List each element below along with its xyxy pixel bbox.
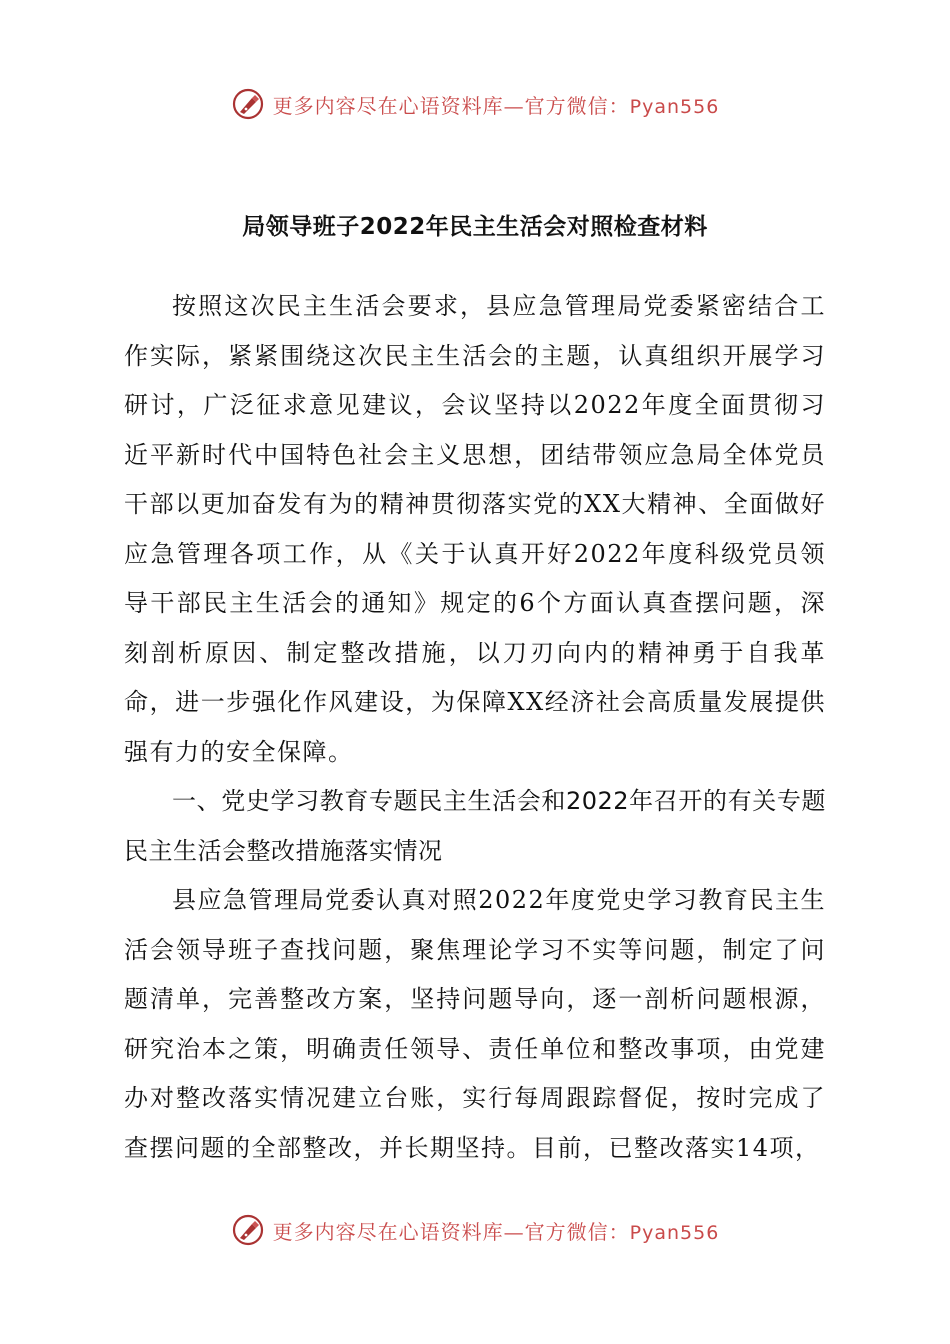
footer-watermark	[0, 1208, 950, 1252]
document-title: 局领导班子2022年民主生活会对照检查材料	[242, 214, 708, 240]
pen-nib-logo-icon	[231, 87, 265, 121]
watermark-text	[273, 1216, 720, 1245]
body-paragraph: 按照这次民主生活会要求，县应急管理局党委紧密结合工作实际，紧紧围绕这次民主生活会的主题，认真组织开展学习研讨，广泛征求意见建议，会议坚持以2022年度全面贯彻习近平新时代中国特色社会主义思想，团结带领应急局全体党员干部以更加奋发有为的精神贯彻落实党的XX大精神、全面做好应急管理各项工作，从《关于认真开好2022年度科级党员领导干部民主生活会的通知》规定的6个方面认真查摆问题，深刻剖析原因、制定整改措施，以刀刃向内的精神勇于自我革命，进一步强化作风建设，为保障XX经济社会高质量发展提供强有力的安全保障。	[124, 292, 826, 766]
document-body	[124, 282, 826, 1173]
watermark-text	[273, 90, 720, 119]
body-paragraph: 县应急管理局党委认真对照2022年度党史学习教育民主生活会领导班子查找问题，聚焦理论学习不实等问题，制定了问题清单，完善整改方案，坚持问题导向，逐一剖析问题根源，研究治本之策，明确责任领导、责任单位和整改事项，由党建办对整改落实情况建立台账，实行每周跟踪督促，按时完成了查摆问题的全部整改，并长期坚持。目前，已整改落实14项，	[124, 886, 826, 1162]
watermark-text-cn: 更多内容尽在心语资料库—官方微信：	[272, 1219, 630, 1244]
header-watermark	[0, 82, 950, 126]
watermark-text-en: Pyan556	[629, 1221, 720, 1244]
section-heading: 一、党史学习教育专题民主生活会和2022年召开的有关专题民主生活会整改措施落实情况	[124, 787, 826, 865]
pen-nib-logo-icon	[231, 1213, 265, 1247]
watermark-text-cn: 更多内容尽在心语资料库—官方微信：	[272, 93, 630, 118]
watermark-text-en: Pyan556	[629, 95, 720, 118]
